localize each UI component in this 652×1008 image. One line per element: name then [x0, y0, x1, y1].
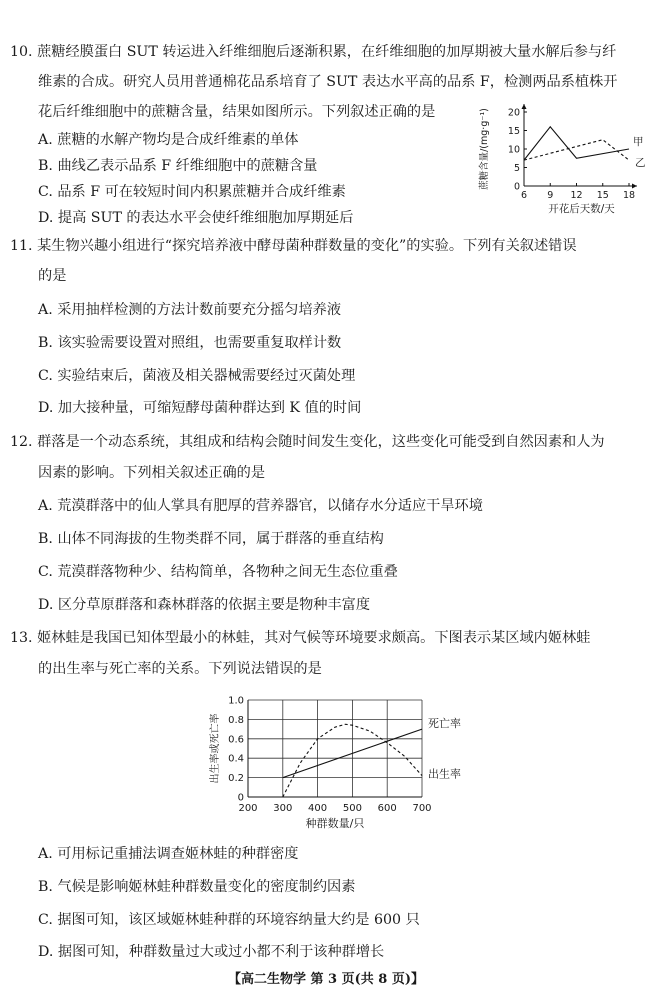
q11-option-d: D. 加大接种量，可缩短酵母菌种群达到 K 值的时间	[38, 400, 362, 416]
x-tick-label: 9	[547, 190, 554, 201]
x-tick-label: 700	[412, 803, 432, 814]
series-line-2	[524, 140, 629, 160]
q12-option-d: D. 区分草原群落和森林群落的依据主要是物种丰富度	[38, 597, 371, 613]
q10-option-a: A. 蔗糖的水解产物均是合成纤维素的单体	[38, 132, 299, 148]
y-tick-label: 0.4	[228, 753, 244, 765]
x-axis-title: 开花后天数/天	[548, 203, 615, 215]
q13-stem-line-1: 13. 姬林蛙是我国已知体型最小的林蛙，其对气候等环境要求颇高。下图表示某区域内姬林蛙	[10, 630, 591, 646]
x-axis-arrow	[632, 184, 637, 189]
x-tick-label: 400	[308, 803, 328, 814]
birth-death-rate-chart	[196, 690, 486, 838]
q12-option-c: C. 荒漠群落物种少、结构简单，各物种之间无生态位重叠	[38, 564, 398, 580]
y-tick-label: 1.0	[228, 695, 244, 707]
q12-stem-line-2: 因素的影响。下列相关叙述正确的是	[38, 465, 266, 481]
x-axis-title: 种群数量/只	[305, 817, 365, 830]
series-label-1: 甲	[633, 136, 644, 148]
y-tick-label: 0	[513, 181, 520, 193]
series-label-1: 死亡率	[428, 717, 461, 731]
q11-stem-line-1: 11. 某生物兴趣小组进行“探究培养液中酵母菌种群数量的变化”的实验。下列有关叙述错误	[10, 238, 577, 254]
q13-option-c: C. 据图可知，该区域姬林蛙种群的环境容纳量大约是 600 只	[38, 912, 420, 928]
x-tick-label: 6	[520, 190, 528, 201]
y-tick-label: 15	[507, 125, 520, 137]
x-tick-label: 200	[238, 803, 258, 814]
x-tick-label: 18	[622, 190, 636, 201]
y-axis-title: 蔗糖含量/(mg·g⁻¹)	[479, 108, 490, 190]
y-tick-label: 0.8	[228, 714, 244, 726]
q11-option-c: C. 实验结束后，菌液及相关器械需要经过灭菌处理	[38, 368, 356, 384]
y-axis-title: 出生率或死亡率	[210, 713, 221, 784]
y-tick-label: 0.6	[228, 734, 244, 746]
q13-option-a: A. 可用标记重捕法调查姬林蛙的种群密度	[38, 846, 299, 862]
x-tick-label: 300	[273, 803, 293, 814]
q12-stem-line-1: 12. 群落是一个动态系统，其组成和结构会随时间发生变化，这些变化可能受到自然因素和人为	[10, 434, 605, 450]
q12-option-a: A. 荒漠群落中的仙人掌具有肥厚的营养器官，以储存水分适应干旱环境	[38, 498, 483, 514]
sucrose-chart	[474, 104, 644, 222]
q13-stem-line-2: 的出生率与死亡率的关系。下列说法错误的是	[38, 661, 322, 677]
q13-option-b: B. 气候是影响姬林蛙种群数量变化的密度制约因素	[38, 879, 356, 895]
q11-option-a: A. 采用抽样检测的方法计数前要充分摇匀培养液	[38, 302, 342, 318]
y-tick-label: 5	[513, 162, 520, 174]
q10-stem-line-1: 10. 蔗糖经膜蛋白 SUT 转运进入纤维细胞后逐渐积累，在纤维细胞的加厚期被大量水解后参与纤	[10, 44, 617, 60]
q10-option-b: B. 曲线乙表示品系 F 纤维细胞中的蔗糖含量	[38, 158, 318, 174]
x-tick-label: 12	[570, 190, 583, 201]
q13-option-d: D. 据图可知，种群数量过大或过小都不利于该种群增长	[38, 944, 385, 960]
q10-stem-line-3: 花后纤维细胞中的蔗糖含量，结果如图所示。下列叙述正确的是	[38, 104, 436, 120]
x-tick-label: 500	[342, 803, 362, 814]
y-tick-label: 0	[237, 792, 244, 804]
y-tick-label: 10	[507, 144, 520, 156]
series-line-1	[524, 127, 629, 160]
page-footer: 【高二生物学 第 3 页(共 8 页)】	[227, 972, 425, 987]
q11-stem-line-2: 的是	[38, 268, 67, 284]
q10-option-d: D. 提高 SUT 的表达水平会使纤维细胞加厚期延后	[38, 210, 354, 226]
q10-stem-line-2: 维素的合成。研究人员用普通棉花品系培育了 SUT 表达水平高的品系 F，检测两品系植株开	[38, 74, 618, 90]
q11-option-b: B. 该实验需要设置对照组，也需要重复取样计数	[38, 335, 342, 351]
y-tick-label: 0.2	[228, 773, 244, 785]
y-axis-arrow	[522, 104, 527, 109]
x-tick-label: 15	[596, 190, 609, 201]
y-tick-label: 20	[507, 107, 520, 119]
x-tick-label: 600	[377, 803, 397, 814]
series-label-2: 出生率	[428, 767, 461, 781]
q12-option-b: B. 山体不同海拔的生物类群不同，属于群落的垂直结构	[38, 531, 384, 547]
q10-option-c: C. 品系 F 可在较短时间内积累蔗糖并合成纤维素	[38, 184, 346, 200]
series-label-2: 乙	[635, 157, 646, 170]
